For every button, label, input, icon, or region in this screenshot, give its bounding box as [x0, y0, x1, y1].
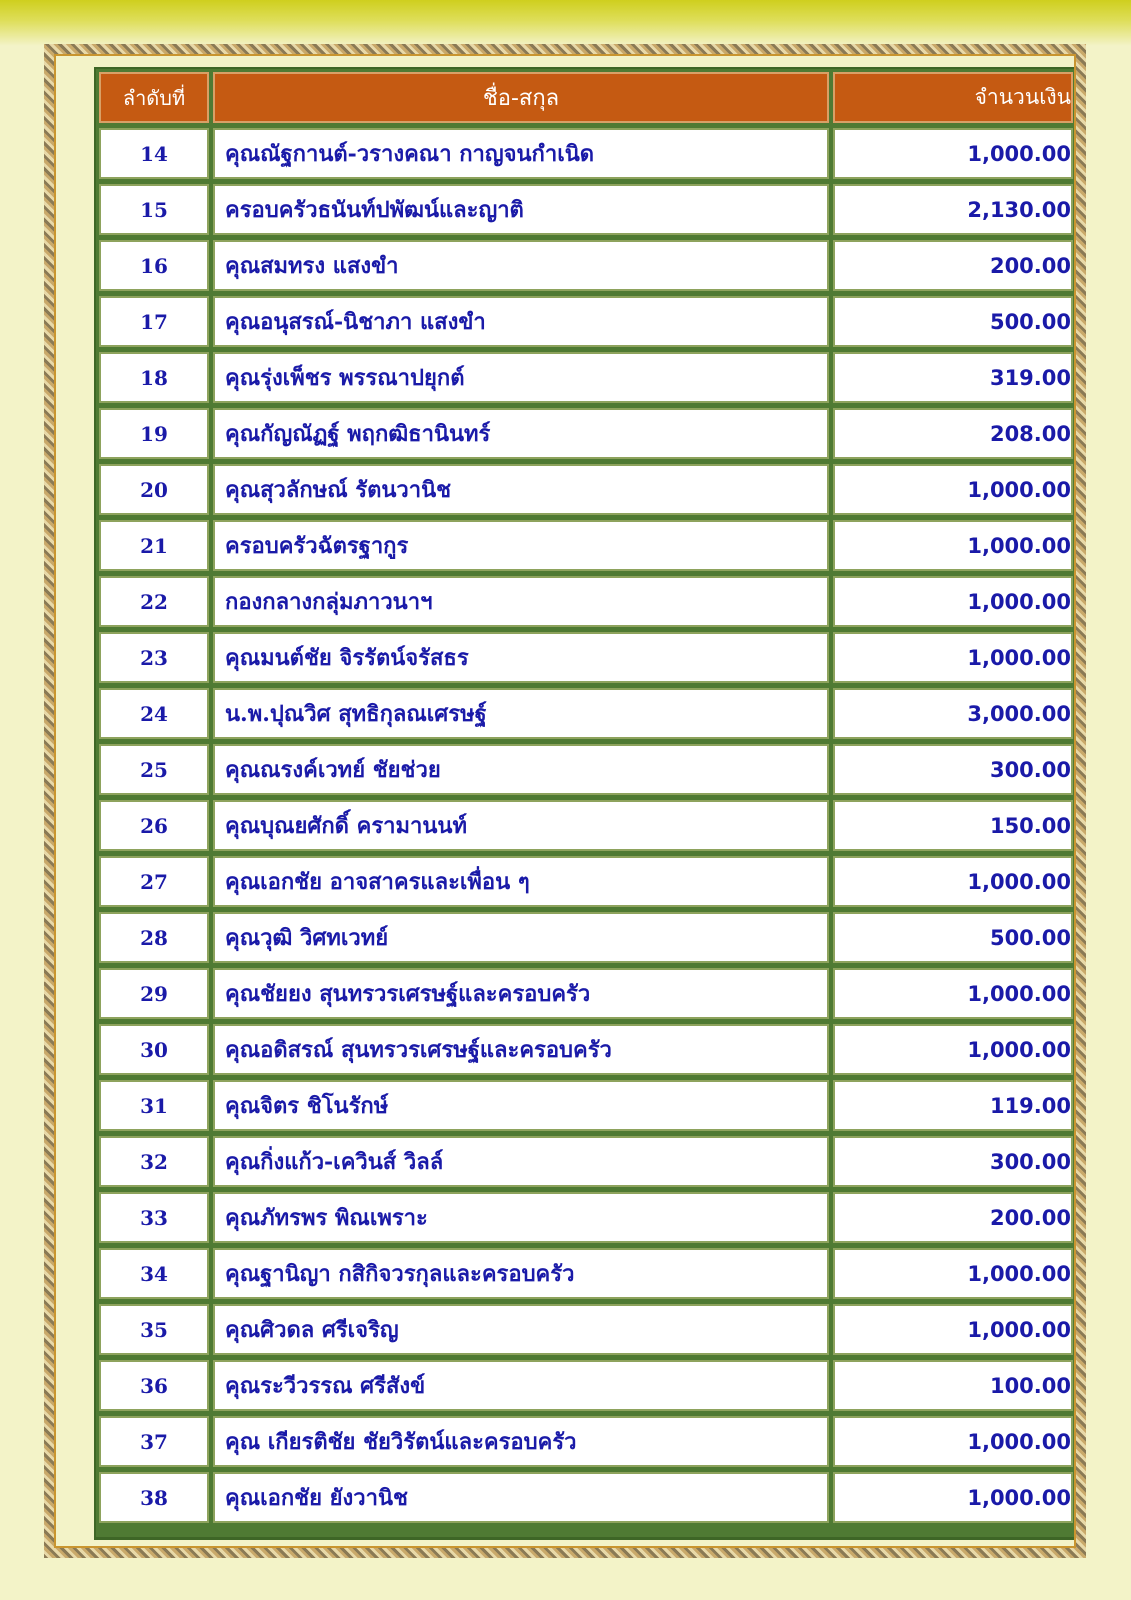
donor-name: คุณศิวดล ศรีเจริญ [213, 1304, 829, 1355]
row-number: 21 [99, 520, 209, 571]
donor-name: คุณฐานิญา กสิกิจวรกุลและครอบครัว [213, 1248, 829, 1299]
table-row [96, 517, 1074, 573]
donor-name: คุณเอกชัย ยังวานิช [213, 1472, 829, 1523]
donation-amount: 2,130.00 [833, 184, 1073, 235]
donation-amount: 1,000.00 [833, 968, 1073, 1019]
row-number: 17 [99, 296, 209, 347]
table-row [96, 685, 1074, 741]
row-number: 16 [99, 240, 209, 291]
donor-name: คุณรุ่งเพ็ชร พรรณาปยุกต์ [213, 352, 829, 403]
table-row [96, 573, 1074, 629]
donor-name: คุณจิตร ชิโนรักษ์ [213, 1080, 829, 1131]
table-row [96, 237, 1074, 293]
header-name: ชื่อ-สกุล [213, 72, 829, 123]
donor-name: ครอบครัวธนันท์ปพัฒน์และญาติ [213, 184, 829, 235]
donation-amount: 1,000.00 [833, 856, 1073, 907]
donor-name: คุณระวีวรรณ ศรีสังข์ [213, 1360, 829, 1411]
donation-amount: 208.00 [833, 408, 1073, 459]
donation-table [94, 67, 1074, 1540]
donation-amount: 1,000.00 [833, 128, 1073, 179]
donation-amount: 1,000.00 [833, 1304, 1073, 1355]
table-row [96, 965, 1074, 1021]
donation-amount: 1,000.00 [833, 1472, 1073, 1523]
row-number: 36 [99, 1360, 209, 1411]
row-number: 14 [99, 128, 209, 179]
donation-amount: 500.00 [833, 912, 1073, 963]
donor-name: คุณณรงค์เวทย์ ชัยช่วย [213, 744, 829, 795]
donor-name: คุณณัฐกานต์-วรางคณา กาญจนกำเนิด [213, 128, 829, 179]
donor-name: ครอบครัวฉัตรฐากูร [213, 520, 829, 571]
donation-amount: 200.00 [833, 1192, 1073, 1243]
donor-name: คุณกิ่งแก้ว-เควินส์ วิลล์ [213, 1136, 829, 1187]
donation-amount: 119.00 [833, 1080, 1073, 1131]
table-row [96, 293, 1074, 349]
donor-name: คุณมนต์ชัย จิรรัตน์จรัสธร [213, 632, 829, 683]
row-number: 18 [99, 352, 209, 403]
donation-amount: 1,000.00 [833, 464, 1073, 515]
top-gradient-band [0, 0, 1131, 46]
donation-amount: 3,000.00 [833, 688, 1073, 739]
donation-amount: 1,000.00 [833, 1024, 1073, 1075]
donation-amount: 1,000.00 [833, 1416, 1073, 1467]
table-row [96, 1021, 1074, 1077]
donor-name: คุณเอกชัย อาจสาครและเพื่อน ๆ [213, 856, 829, 907]
row-number: 23 [99, 632, 209, 683]
donor-name: คุณสุวลักษณ์ รัตนวานิช [213, 464, 829, 515]
table-row [96, 741, 1074, 797]
row-number: 20 [99, 464, 209, 515]
table-row [96, 1077, 1074, 1133]
row-number: 32 [99, 1136, 209, 1187]
row-number: 31 [99, 1080, 209, 1131]
table-row [96, 1245, 1074, 1301]
table-row [96, 1301, 1074, 1357]
donor-name: คุณกัญณัฏฐ์ พฤกฒิธานินทร์ [213, 408, 829, 459]
row-number: 27 [99, 856, 209, 907]
table-row [96, 181, 1074, 237]
row-number: 28 [99, 912, 209, 963]
row-number: 38 [99, 1472, 209, 1523]
donation-amount: 200.00 [833, 240, 1073, 291]
donor-name: คุณอนุสรณ์-นิชาภา แสงขำ [213, 296, 829, 347]
donation-amount: 1,000.00 [833, 576, 1073, 627]
donor-name: คุณบุณยศักดิ์ ครามานนท์ [213, 800, 829, 851]
table-row [96, 797, 1074, 853]
table-header-row [96, 69, 1074, 125]
row-number: 22 [99, 576, 209, 627]
row-number: 26 [99, 800, 209, 851]
table-row [96, 1413, 1074, 1469]
donor-name: กองกลางกลุ่มภาวนาฯ [213, 576, 829, 627]
row-number: 29 [99, 968, 209, 1019]
donation-amount: 1,000.00 [833, 520, 1073, 571]
table-row [96, 1189, 1074, 1245]
row-number: 15 [99, 184, 209, 235]
donor-name: คุณวุฒิ วิศทเวทย์ [213, 912, 829, 963]
donation-amount: 150.00 [833, 800, 1073, 851]
row-number: 25 [99, 744, 209, 795]
donor-name: คุณชัยยง สุนทรวรเศรษฐ์และครอบครัว [213, 968, 829, 1019]
row-number: 33 [99, 1192, 209, 1243]
row-number: 30 [99, 1024, 209, 1075]
table-row [96, 405, 1074, 461]
donation-amount: 300.00 [833, 744, 1073, 795]
header-amount: จำนวนเงิน [833, 72, 1073, 123]
donation-amount: 319.00 [833, 352, 1073, 403]
row-number: 35 [99, 1304, 209, 1355]
donor-name: คุณ เกียรติชัย ชัยวิรัตน์และครอบครัว [213, 1416, 829, 1467]
donation-amount: 1,000.00 [833, 632, 1073, 683]
table-row [96, 853, 1074, 909]
row-number: 24 [99, 688, 209, 739]
donor-name: น.พ.ปุณวิศ สุทธิกุลณเศรษฐ์ [213, 688, 829, 739]
table-row [96, 1469, 1074, 1525]
table-row [96, 909, 1074, 965]
donation-amount: 100.00 [833, 1360, 1073, 1411]
table-row [96, 1133, 1074, 1189]
donor-name: คุณสมทรง แสงขำ [213, 240, 829, 291]
table-row [96, 1357, 1074, 1413]
header-no: ลำดับที่ [99, 72, 209, 123]
table-row [96, 125, 1074, 181]
donation-amount: 500.00 [833, 296, 1073, 347]
donor-name: คุณภัทรพร พิณเพราะ [213, 1192, 829, 1243]
row-number: 34 [99, 1248, 209, 1299]
table-row [96, 629, 1074, 685]
row-number: 19 [99, 408, 209, 459]
donation-amount: 1,000.00 [833, 1248, 1073, 1299]
donor-name: คุณอดิสรณ์ สุนทรวรเศรษฐ์และครอบครัว [213, 1024, 829, 1075]
donation-amount: 300.00 [833, 1136, 1073, 1187]
table-row [96, 349, 1074, 405]
table-row [96, 461, 1074, 517]
row-number: 37 [99, 1416, 209, 1467]
